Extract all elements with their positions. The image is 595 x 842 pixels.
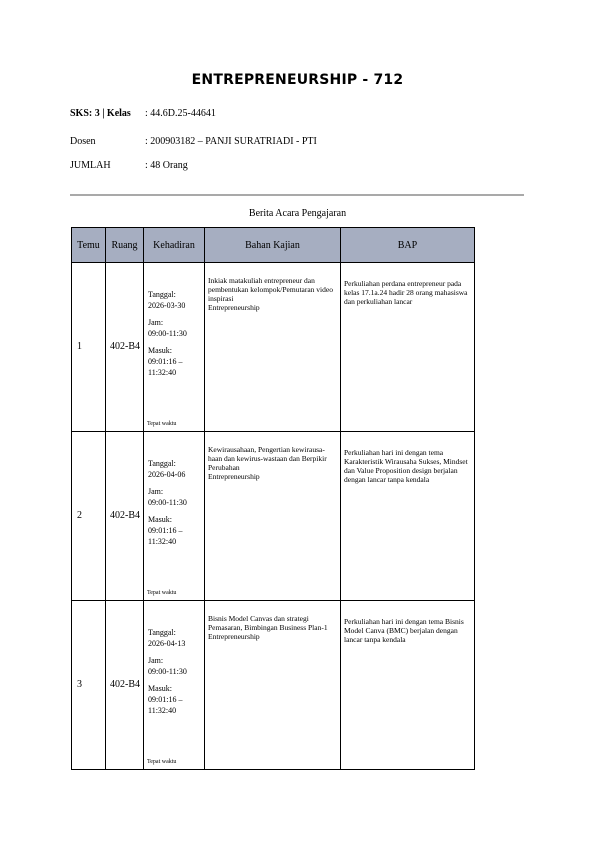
bahan-text: Inkiak matakuliah entrepreneur dan pembentukan kelompok/Pemutaran video inspirasi	[208, 276, 333, 303]
page-title: ENTREPRENEURSHIP - 712	[191, 72, 404, 88]
cell-kehadiran	[144, 263, 205, 432]
table-row	[72, 263, 475, 432]
bahan-text: Bisnis Model Canvas dan strategi Pemasaran, Bimbingan Business Plan-1	[208, 614, 328, 632]
jam-label: Jam:	[148, 318, 164, 327]
jam-label: Jam:	[148, 656, 164, 665]
cell-bahan-kajian	[205, 432, 341, 601]
masuk-label: Masuk:	[148, 684, 172, 693]
status-text: Tepat waktu	[147, 421, 177, 427]
cell-ruang: 402-B4	[106, 601, 144, 770]
header-kehadiran: Kehadiran	[144, 228, 205, 263]
jam-label: Jam:	[148, 487, 164, 496]
cell-bahan-kajian	[205, 263, 341, 432]
cell-kehadiran	[144, 432, 205, 601]
bahan-keterangan: Entrepreneurship	[208, 632, 260, 641]
table-caption: Berita Acara Pengajaran	[248, 208, 347, 219]
header-bap: BAP	[341, 228, 475, 263]
tanggal-value: 2026-04-13	[148, 639, 186, 648]
masuk-value: 09:01:16 –	[148, 357, 183, 366]
cell-bahan-kajian	[205, 601, 341, 770]
divider	[70, 194, 524, 196]
bahan-text: Kewirausahaan, Pengertian kewirausa-haan dan kewirus-wastaan dan Berpikir Perubahan	[208, 445, 327, 472]
masuk-value: 09:01:16 –	[148, 526, 183, 535]
tanggal-label: Tanggal:	[148, 628, 176, 637]
masuk-label: Masuk:	[148, 515, 172, 524]
cell-kehadiran	[144, 601, 205, 770]
info-label: JUMLAH	[70, 160, 111, 171]
info-value: : 44.6D.25-44641	[145, 108, 216, 119]
jam-value: 09:00-11:30	[148, 667, 187, 676]
table-row	[72, 601, 475, 770]
cell-temu: 1	[72, 263, 106, 432]
cell-bap: Perkuliahan perdana entrepreneur pada kelas 17.1a.24 hadir 28 orang mahasiswa dan perkuliahan lancar	[341, 263, 475, 432]
info-label: SKS: 3 | Kelas	[70, 108, 131, 119]
cell-temu: 2	[72, 432, 106, 601]
bahan-keterangan: Entrepreneurship	[208, 472, 260, 481]
header-bahan-kajian: Bahan Kajian	[205, 228, 341, 263]
cell-bap: Perkuliahan hari ini dengan tema Karakteristik Wirausaha Sukses, Mindset dan Value Proposition design berjalan dengan lancar tanpa kendala	[341, 432, 475, 601]
masuk-label: Masuk:	[148, 346, 172, 355]
status-text: Tepat waktu	[147, 590, 177, 596]
tanggal-value: 2026-03-30	[148, 301, 186, 310]
keluar-value: 11:32:40	[148, 537, 177, 546]
table-row	[72, 432, 475, 601]
bap-table	[71, 227, 475, 770]
tanggal-label: Tanggal:	[148, 459, 176, 468]
info-label: Dosen	[70, 136, 96, 147]
tanggal-value: 2026-04-06	[148, 470, 186, 479]
keluar-value: 11:32:40	[148, 368, 177, 377]
status-text: Tepat waktu	[147, 759, 177, 765]
cell-ruang: 402-B4	[106, 432, 144, 601]
masuk-value: 09:01:16 –	[148, 695, 183, 704]
header-ruang: Ruang	[106, 228, 144, 263]
cell-ruang: 402-B4	[106, 263, 144, 432]
info-value: : 48 Orang	[145, 160, 188, 171]
cell-temu: 3	[72, 601, 106, 770]
bahan-keterangan: Entrepreneurship	[208, 303, 260, 312]
jam-value: 09:00-11:30	[148, 329, 187, 338]
header-temu: Temu	[72, 228, 106, 263]
keluar-value: 11:32:40	[148, 706, 177, 715]
table-header-row	[72, 228, 475, 263]
tanggal-label: Tanggal:	[148, 290, 176, 299]
cell-bap: Perkuliahan hari ini dengan tema Bisnis Model Canva (BMC) berjalan dengan lancar tanpa kendala	[341, 601, 475, 770]
info-value: : 200903182 – PANJI SURATRIADI - PTI	[145, 136, 317, 147]
jam-value: 09:00-11:30	[148, 498, 187, 507]
